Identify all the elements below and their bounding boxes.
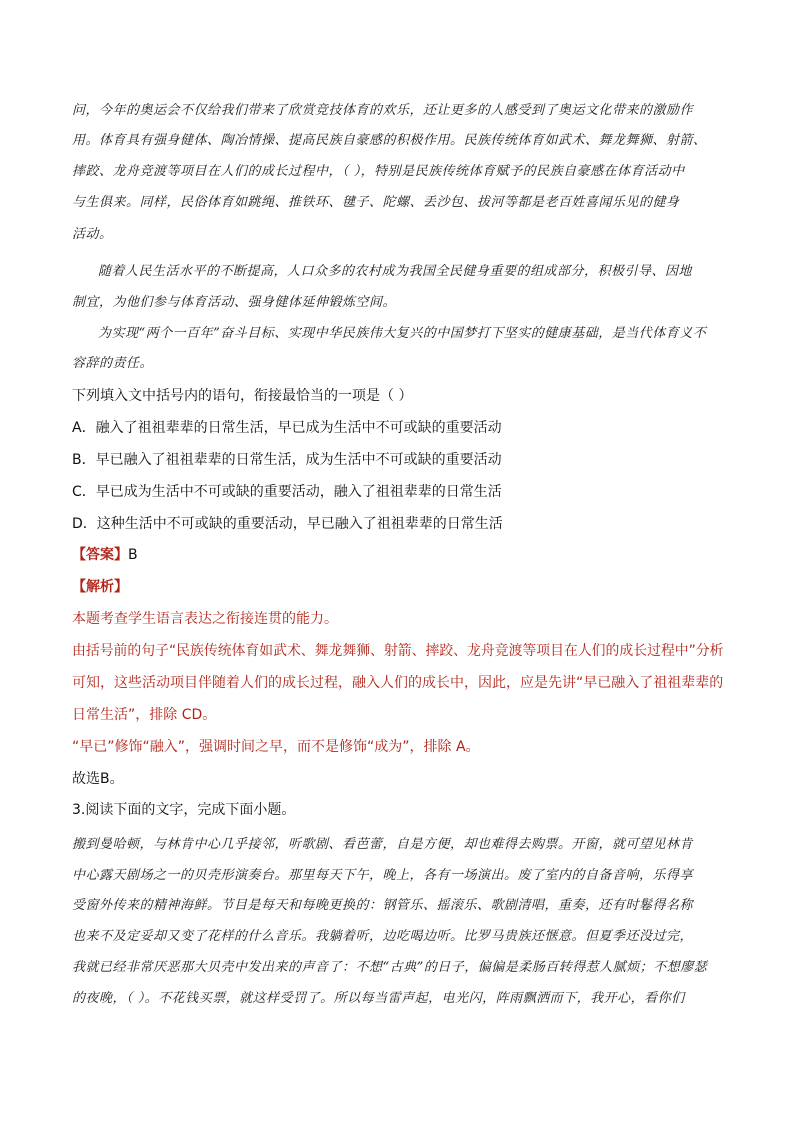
- analysis-conclusion: 故选B。: [72, 771, 124, 787]
- option-d: D．这种生活中不可或缺的重要活动，早已融入了祖祖辈辈的日常生活: [72, 516, 503, 532]
- analysis-line: “早已”修饰“融入”，强调时间之早，而不是修饰“成为”，排除 A。: [72, 739, 480, 755]
- section3-line: 中心露天剧场之一的贝壳形演奏台。那里每天下午，晚上，各有一场演出。废了室内的自备音响，乐得享: [72, 868, 694, 883]
- option-c: C．早已成为生活中不可或缺的重要活动，融入了祖祖辈辈的日常生活: [72, 484, 502, 500]
- option-b: B．早已融入了祖祖辈辈的日常生活，成为生活中不可或缺的重要活动: [72, 452, 502, 468]
- passage-line: 容辞的责任。: [72, 356, 154, 371]
- passage-line: 与生俱来。同样，民俗体育如跳绳、推铁环、毽子、陀螺、丢沙包、拔河等都是老百姓喜闻乐见的健身: [72, 195, 680, 210]
- analysis-line: 可知，这些活动项目伴随着人们的成长过程，融入人们的成长中，因此，应是先讲“早已融入了祖祖辈辈的: [72, 675, 724, 691]
- passage-line: 制宜，为他们参与体育活动、强身健体延伸锻炼空间。: [72, 295, 397, 310]
- passage-line: 为实现“两个一百年”奋斗目标、实现中华民族伟大复兴的中国梦打下坚实的健康基础，是当代体育义不: [98, 326, 707, 341]
- analysis-line: 本题考查学生语言表达之衔接连贯的能力。: [72, 611, 338, 627]
- section3-line: 搬到曼哈顿，与林肯中心几乎接邻，听歌剧、看芭蕾，自是方便，却也难得去购票。开窗，就可望见林肯: [72, 837, 694, 852]
- section3-line: 我就已经非常厌恶那大贝壳中发出来的声音了：不想“古典”的日子，偏偏是柔肠百转得惹人腻烦；不想廖瑟: [72, 960, 708, 975]
- section3-line: 受窗外传来的精神海鲜。节目是每天和每晚更换的：钢管乐、摇滚乐、歌剧清唱，重奏，还有时鬈得名称: [72, 898, 694, 913]
- passage-line: 随着人民生活水平的不断提高，人口众多的农村成为我国全民健身重要的组成部分，积极引导、因地: [98, 264, 693, 279]
- answer-value: B: [128, 547, 138, 563]
- passage-line: 用。体育具有强身健体、陶冶情操、提高民族自豪感的积极作用。民族传统体育如武术、舞龙舞狮、射箭、: [72, 133, 707, 148]
- section-heading: 3.阅读下面的文字，完成下面小题。: [72, 802, 296, 818]
- answer-row: [72, 548, 138, 563]
- section3-line: 也来不及定妥却又变了花样的什么音乐。我躺着听，边吃喝边听。比罗马贵族还惬意。但夏季还没过完，: [72, 929, 694, 944]
- option-a: A．融入了祖祖辈辈的日常生活，早已成为生活中不可或缺的重要活动: [72, 420, 502, 436]
- section3-line: 的夜晚，（ ）。不花钱买票，就这样受罚了。所以每当雷声起，电光闪，阵雨飘洒而下，我开心，看你们: [72, 991, 685, 1006]
- analysis-line: 由括号前的句子“民族传统体育如武术、舞龙舞狮、射箭、摔跤、龙舟竞渡等项目在人们的成长过程中”分析: [72, 643, 724, 659]
- analysis-line: 日常生活”，排除 CD。: [72, 707, 217, 723]
- passage-line: 问，今年的奥运会不仅给我们带来了欣赏竞技体育的欢乐，还让更多的人感受到了奥运文化带来的激励作: [72, 103, 694, 118]
- passage-line: 摔跤、龙舟竞渡等项目在人们的成长过程中，（ ），特别是民族传统体育赋予的民族自豪感在体育活动中: [72, 164, 685, 179]
- answer-tag: 【答案】: [72, 547, 128, 563]
- passage-line: 活动。: [72, 227, 113, 242]
- question-stem: 下列填入文中括号内的语句，衔接最恰当的一项是（ ）: [72, 388, 413, 404]
- analysis-tag: 【解析】: [72, 579, 128, 595]
